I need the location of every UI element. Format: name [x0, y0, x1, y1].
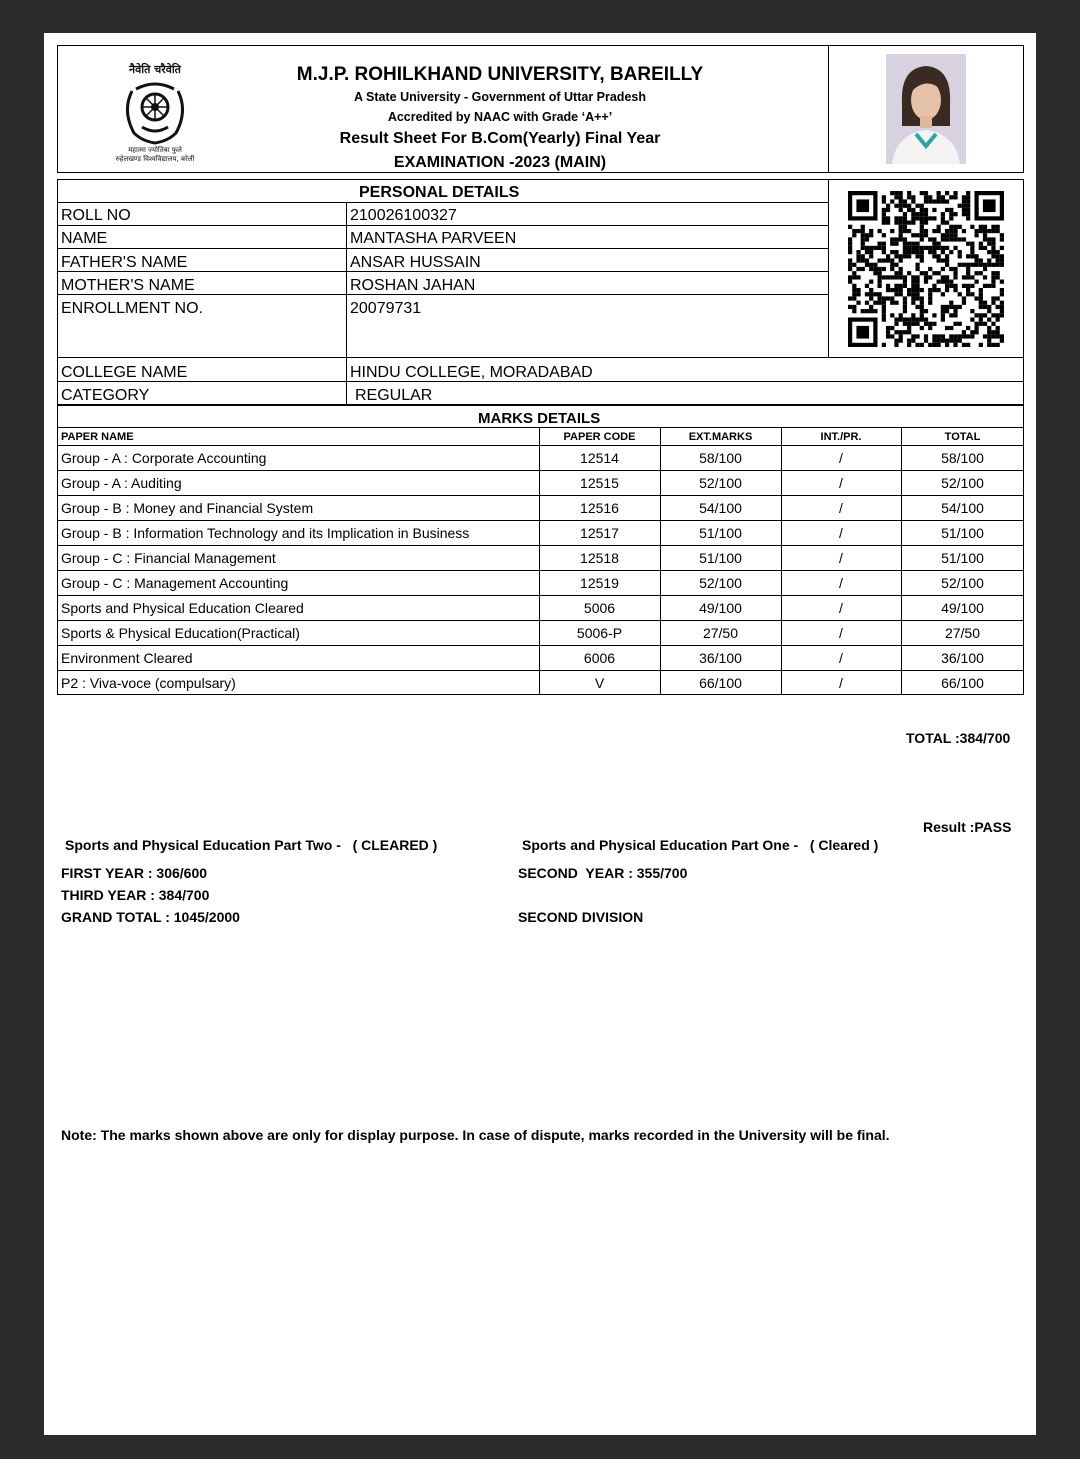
paper-code-cell: V: [594, 675, 605, 691]
accreditation-line: Accredited by NAAC with Grade ‘A++’: [387, 110, 613, 124]
university-logo: [102, 51, 208, 163]
int-pr-cell: /: [839, 650, 843, 666]
first-year-marks: FIRST YEAR : 306/600: [61, 865, 208, 881]
int-pr-cell: /: [839, 500, 843, 516]
paper-name-cell: Group - A : Corporate Accounting: [61, 450, 267, 466]
ext-marks-cell: 52/100: [699, 475, 742, 491]
paper-code-cell: 12517: [580, 525, 619, 541]
int-pr-cell: /: [839, 550, 843, 566]
grand-total: GRAND TOTAL : 1045/2000: [61, 909, 240, 925]
mother-name-value: ROSHAN JAHAN: [350, 277, 476, 294]
category-label: CATEGORY: [61, 387, 150, 404]
father-name-value: ANSAR HUSSAIN: [350, 254, 481, 271]
roll-no-label: ROLL NO: [61, 207, 131, 224]
total-cell: 52/100: [941, 475, 984, 491]
int-pr-cell: /: [839, 675, 843, 691]
ext-marks-cell: 66/100: [699, 675, 742, 691]
col-paper-code: PAPER CODE: [563, 431, 636, 443]
paper-name-cell: Group - B : Money and Financial System: [61, 500, 314, 516]
svg-text:नैवेति चरैवेति: नैवेति चरैवेति: [129, 63, 181, 76]
ext-marks-cell: 54/100: [699, 500, 742, 516]
result-sheet: [44, 33, 1036, 1435]
enrollment-value: 20079731: [350, 300, 422, 317]
category-value: REGULAR: [355, 387, 433, 404]
student-photo: [886, 54, 966, 164]
sports-part-two: Sports and Physical Education Part Two - ( CLEARED ): [65, 837, 438, 853]
paper-name-cell: P2 : Viva-voce (compulsary): [61, 675, 236, 691]
total-cell: 66/100: [941, 675, 984, 691]
college-name-label: COLLEGE NAME: [61, 364, 188, 381]
ext-marks-cell: 27/50: [702, 625, 739, 641]
total-marks: TOTAL :384/700: [906, 730, 1011, 746]
ext-marks-cell: 36/100: [699, 650, 742, 666]
ext-marks-cell: 51/100: [699, 550, 742, 566]
int-pr-cell: /: [839, 475, 843, 491]
int-pr-cell: /: [839, 575, 843, 591]
paper-code-cell: 12518: [580, 550, 619, 566]
paper-code-cell: 12516: [580, 500, 619, 516]
total-cell: 54/100: [941, 500, 984, 516]
ext-marks-cell: 58/100: [699, 450, 742, 466]
marks-details-heading: MARKS DETAILS: [478, 410, 601, 427]
paper-code-cell: 5006-P: [576, 625, 623, 641]
total-cell: 27/50: [944, 625, 981, 641]
sports-part-one: Sports and Physical Education Part One - ( Cleared ): [522, 837, 879, 853]
total-cell: 51/100: [941, 550, 984, 566]
paper-name-cell: Environment Cleared: [61, 650, 193, 666]
paper-code-cell: 6006: [583, 650, 616, 666]
name-label: NAME: [61, 230, 108, 247]
qr-code: [848, 191, 1004, 347]
result-sheet-title: Result Sheet For B.Com(Yearly) Final Year: [339, 130, 661, 147]
total-cell: 36/100: [941, 650, 984, 666]
svg-text:रुहेलखण्ड विश्वविद्यालय, बरेली: रुहेलखण्ड विश्वविद्यालय, बरेली: [115, 155, 195, 163]
examination-title: EXAMINATION -2023 (MAIN): [393, 154, 607, 171]
ext-marks-cell: 52/100: [699, 575, 742, 591]
int-pr-cell: /: [839, 600, 843, 616]
paper-name-cell: Group - B : Information Technology and its Implication in Business: [61, 525, 470, 541]
col-ext-marks: EXT.MARKS: [688, 431, 753, 443]
total-cell: 49/100: [941, 600, 984, 616]
col-total: TOTAL: [944, 431, 981, 443]
second-year-marks: SECOND YEAR : 355/700: [518, 865, 688, 881]
state-university-line: A State University - Government of Uttar Pradesh: [354, 90, 646, 104]
paper-name-cell: Sports and Physical Education Cleared: [61, 600, 304, 616]
father-name-label: FATHER'S NAME: [61, 254, 188, 271]
paper-code-cell: 12514: [580, 450, 619, 466]
paper-name-cell: Group - C : Management Accounting: [61, 575, 289, 591]
int-pr-cell: /: [839, 625, 843, 641]
paper-name-cell: Group - A : Auditing: [61, 475, 182, 491]
third-year-marks: THIRD YEAR : 384/700: [61, 887, 210, 903]
total-cell: 52/100: [941, 575, 984, 591]
name-value: MANTASHA PARVEEN: [350, 230, 517, 247]
col-int-pr: INT./PR.: [820, 431, 862, 443]
college-name-value: HINDU COLLEGE, MORADABAD: [350, 364, 593, 381]
university-name: M.J.P. ROHILKHAND UNIVERSITY, BAREILLY: [296, 64, 704, 85]
enrollment-label: ENROLLMENT NO.: [61, 300, 203, 317]
roll-no-value: 210026100327: [350, 207, 457, 224]
paper-code-cell: 5006: [583, 600, 616, 616]
ext-marks-cell: 49/100: [699, 600, 742, 616]
result-status: Result :PASS: [923, 819, 1012, 835]
disclaimer-note: Note: The marks shown above are only for display purpose. In case of dispute, marks recorded in the University will be final.: [61, 1127, 890, 1143]
int-pr-cell: /: [839, 525, 843, 541]
mother-name-label: MOTHER'S NAME: [61, 277, 195, 294]
ext-marks-cell: 51/100: [699, 525, 742, 541]
col-paper-name: PAPER NAME: [61, 431, 134, 443]
svg-text:महात्मा ज्योतिबा फुले: महात्मा ज्योतिबा फुले: [128, 146, 182, 154]
personal-details-heading: PERSONAL DETAILS: [359, 184, 520, 201]
paper-name-cell: Group - C : Financial Management: [61, 550, 276, 566]
division: SECOND DIVISION: [518, 909, 644, 925]
paper-code-cell: 12519: [580, 575, 619, 591]
total-cell: 51/100: [941, 525, 984, 541]
paper-name-cell: Sports & Physical Education(Practical): [61, 625, 300, 641]
total-cell: 58/100: [941, 450, 984, 466]
int-pr-cell: /: [839, 450, 843, 466]
paper-code-cell: 12515: [580, 475, 619, 491]
